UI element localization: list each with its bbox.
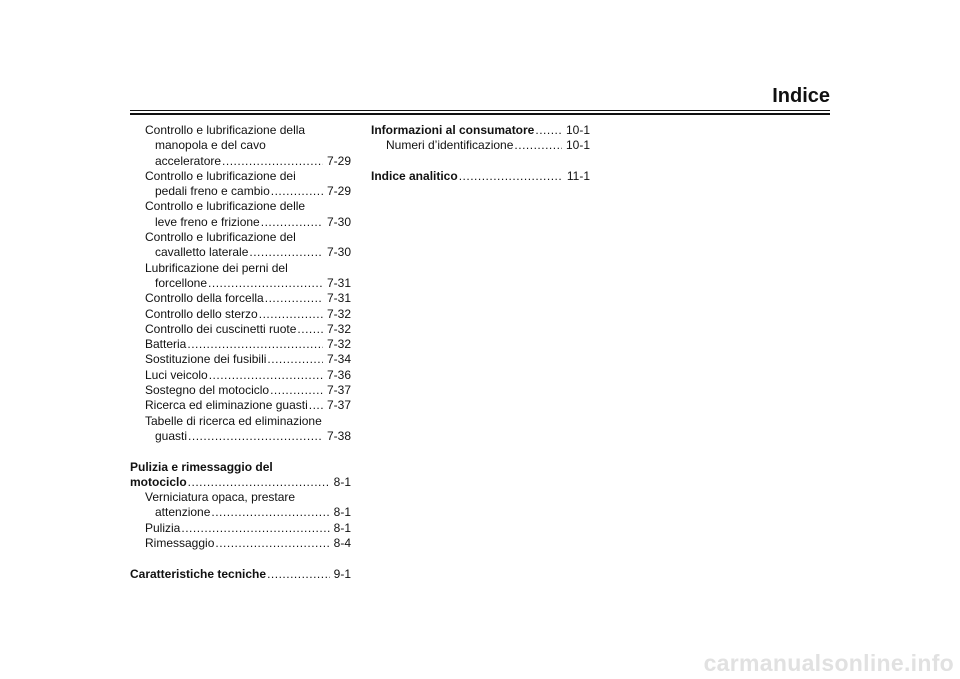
watermark: carmanualsonline.info xyxy=(703,650,954,676)
toc-page-number: 7-32 xyxy=(326,306,351,321)
toc-entry[interactable] xyxy=(130,429,351,444)
toc-entry-text: Lubrificazione dei perni del xyxy=(145,260,288,275)
toc-leader-dots xyxy=(261,215,323,230)
toc-entry[interactable] xyxy=(130,245,351,260)
toc-leader-dots xyxy=(215,536,329,551)
toc-page-number: 7-29 xyxy=(326,153,351,168)
toc-leader-dots xyxy=(514,138,562,153)
toc-page-number: 7-34 xyxy=(326,352,351,367)
toc-page-number: 11-1 xyxy=(566,168,590,183)
toc-entry-text: Caratteristiche tecniche xyxy=(130,566,267,581)
toc-leader-dots xyxy=(249,245,323,260)
toc-leader-dots xyxy=(259,307,323,322)
toc-entry-heading-line xyxy=(130,138,351,153)
toc-column-right xyxy=(371,123,590,184)
toc-entry-text: Pulizia xyxy=(145,520,181,535)
header-rule-bold xyxy=(130,113,830,115)
toc-entry-text: motociclo xyxy=(130,474,187,489)
toc-page-number: 7-29 xyxy=(326,184,351,199)
toc-entry-text: Sostituzione dei fusibili xyxy=(145,352,267,367)
toc-leader-dots xyxy=(267,352,323,367)
toc-entry-text: Tabelle di ricerca ed eliminazione xyxy=(145,413,322,428)
toc-entry-heading-line xyxy=(130,169,351,184)
toc-entry-text: Ricerca ed eliminazione guasti xyxy=(145,398,308,413)
toc-entry-text: Verniciatura opaca, prestare xyxy=(145,490,296,505)
toc-page-number: 10-1 xyxy=(565,138,590,153)
toc-spacer xyxy=(130,444,351,459)
toc-page-number: 9-1 xyxy=(333,566,351,581)
toc-entry-heading-line xyxy=(130,199,351,214)
toc-entry-text: Sostegno del motociclo xyxy=(145,383,270,398)
toc-page-number: 8-1 xyxy=(333,474,351,489)
toc-entry-heading-line xyxy=(130,123,351,138)
toc-entry[interactable] xyxy=(130,291,351,306)
toc-leader-dots xyxy=(297,322,323,337)
toc-entry[interactable] xyxy=(130,368,351,383)
toc-entry[interactable] xyxy=(371,138,590,153)
toc-page-number: 7-31 xyxy=(326,275,351,290)
toc-page-number: 7-32 xyxy=(326,321,351,336)
toc-entry-text: acceleratore xyxy=(155,153,222,168)
toc-entry-heading-line xyxy=(130,230,351,245)
toc-leader-dots xyxy=(535,123,562,138)
toc-leader-dots xyxy=(181,521,329,536)
toc-page-number: 7-37 xyxy=(326,383,351,398)
toc-page-number: 10-1 xyxy=(565,123,590,137)
toc-spacer xyxy=(130,551,351,566)
toc-leader-dots xyxy=(459,169,563,184)
toc-leader-dots xyxy=(188,475,330,490)
toc-entry[interactable] xyxy=(130,352,351,367)
toc-leader-dots xyxy=(267,567,330,582)
toc-leader-dots xyxy=(265,291,323,306)
toc-entry-text: Controllo della forcella xyxy=(145,291,264,306)
header-rule xyxy=(130,110,830,111)
toc-leader-dots xyxy=(222,154,323,169)
toc-entry-heading-line xyxy=(130,490,351,505)
toc-entry-text: Controllo e lubrificazione del xyxy=(145,230,296,245)
toc-spacer xyxy=(371,154,590,169)
toc-entry-heading-line xyxy=(130,261,351,276)
page-title: Indice xyxy=(772,85,830,107)
toc-entry[interactable] xyxy=(130,322,351,337)
toc-entry-text: Controllo e lubrificazione delle xyxy=(145,199,306,214)
toc-entry[interactable] xyxy=(130,475,351,490)
toc-page-number: 8-1 xyxy=(333,520,351,535)
toc-entry-heading-line xyxy=(130,460,351,475)
toc-entry-text: cavalletto laterale xyxy=(155,245,249,260)
toc-entry-text: Numeri d’identificazione xyxy=(386,138,514,153)
toc-entry-text: Controllo dei cuscinetti ruote xyxy=(145,321,297,336)
toc-page-number: 7-37 xyxy=(326,398,351,413)
toc-page-number: 7-30 xyxy=(326,214,351,229)
toc-entry[interactable] xyxy=(130,337,351,352)
toc-leader-dots xyxy=(309,398,323,413)
toc-entry-text: Luci veicolo xyxy=(145,367,208,382)
toc-entry[interactable] xyxy=(130,215,351,230)
toc-page-number: 7-38 xyxy=(326,428,351,443)
toc-page-number: 7-32 xyxy=(326,337,351,352)
toc-entry[interactable] xyxy=(130,154,351,169)
toc-entry[interactable] xyxy=(130,383,351,398)
toc-entry-text: Indice analitico xyxy=(371,168,458,183)
toc-column-left xyxy=(130,123,351,582)
toc-entry-text: Controllo e lubrificazione dei xyxy=(145,168,296,183)
toc-entry-text: guasti xyxy=(155,428,188,443)
toc-page-number: 8-1 xyxy=(333,505,351,520)
toc-entry[interactable] xyxy=(130,536,351,551)
toc-entry[interactable] xyxy=(130,276,351,291)
toc-entry-text: pedali freno e cambio xyxy=(155,184,270,199)
toc-leader-dots xyxy=(271,184,323,199)
toc-leader-dots xyxy=(188,429,323,444)
toc-leader-dots xyxy=(208,276,323,291)
toc-leader-dots xyxy=(209,368,323,383)
toc-entry[interactable] xyxy=(130,398,351,413)
toc-entry-text: Controllo e lubrificazione della xyxy=(145,123,306,137)
toc-entry-text: Controllo dello sterzo xyxy=(145,306,258,321)
toc-entry[interactable] xyxy=(371,123,590,138)
toc-entry[interactable] xyxy=(130,505,351,520)
toc-entry-text: leve freno e frizione xyxy=(155,214,260,229)
toc-entry-text: manopola e del cavo xyxy=(155,138,266,153)
toc-entry-text: Informazioni al consumatore xyxy=(371,123,535,137)
toc-leader-dots xyxy=(270,383,323,398)
toc-page-number: 7-30 xyxy=(326,245,351,260)
toc-entry-text: Batteria xyxy=(145,337,187,352)
toc-entry-text: Rimessaggio xyxy=(145,536,215,551)
toc-entry[interactable] xyxy=(371,169,590,184)
toc-entry[interactable] xyxy=(130,521,351,536)
toc-entry-text: forcellone xyxy=(155,275,208,290)
toc-entry-text: attenzione xyxy=(155,505,211,520)
toc-leader-dots xyxy=(187,337,323,352)
toc-entry[interactable] xyxy=(130,184,351,199)
toc-page-number: 7-31 xyxy=(326,291,351,306)
toc-entry[interactable] xyxy=(130,307,351,322)
toc-entry-text: Pulizia e rimessaggio del xyxy=(130,459,273,474)
toc-page-number: 7-36 xyxy=(326,367,351,382)
toc-leader-dots xyxy=(211,505,329,520)
toc-entry[interactable] xyxy=(130,567,351,582)
toc-page-number: 8-4 xyxy=(333,536,351,551)
toc-entry-heading-line xyxy=(130,414,351,429)
